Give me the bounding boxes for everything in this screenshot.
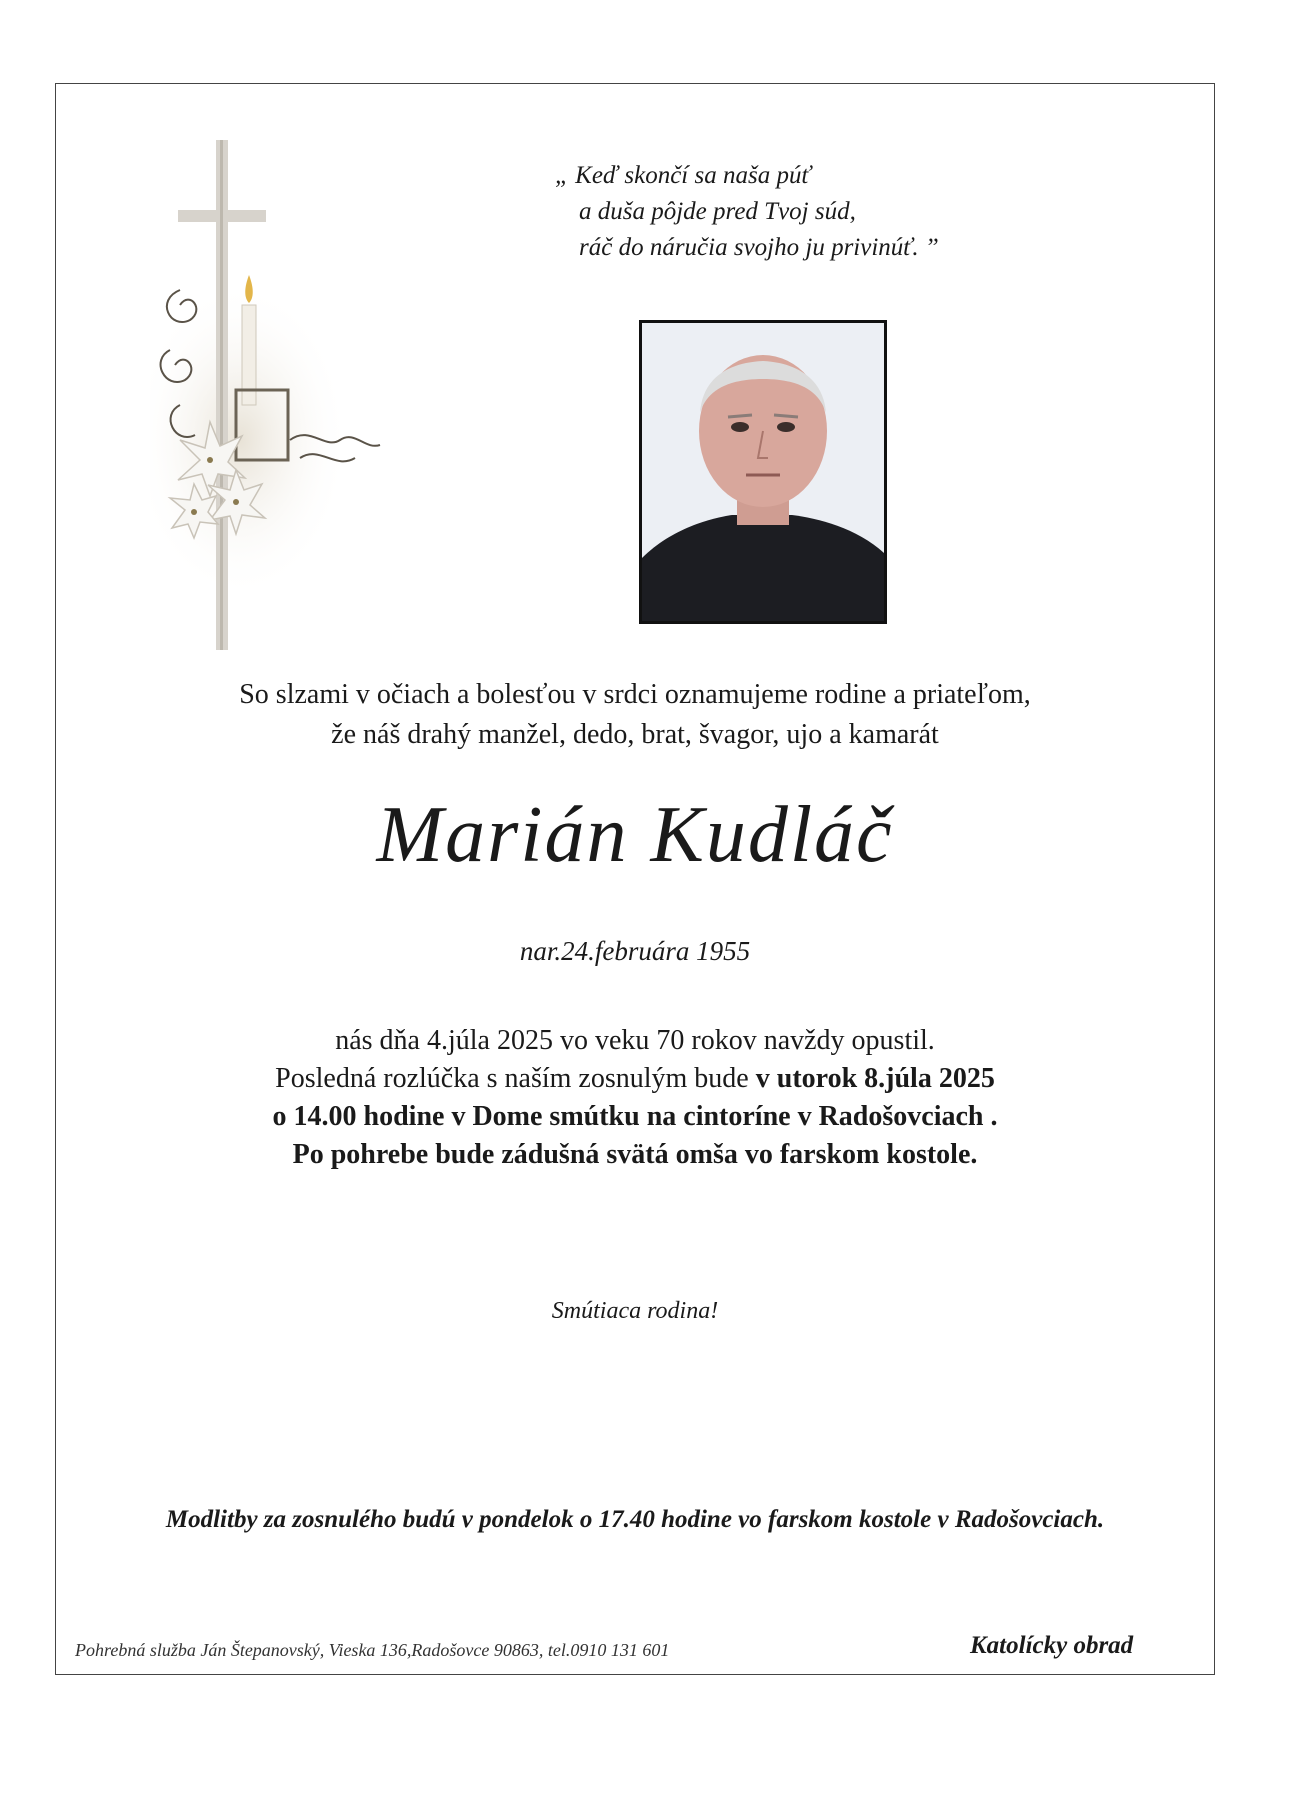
funeral-service-info: Pohrebná služba Ján Štepanovský, Vieska 136,Radošovce 90863, tel.0910 131 601 (75, 1640, 670, 1660)
prayer-notice: Modlitby za zosnulého budú v pondelok o 17.40 hodine vo farskom kostole v Radošovciach. (165, 1506, 1105, 1533)
intro-text (55, 675, 1215, 755)
intro-line-1: So slzami v očiach a bolesťou v srdci oznamujeme rodine a priateľom, (239, 679, 1031, 710)
quote-line-1: „ Keď skončí sa naša púť (555, 162, 811, 189)
announcement-line-3-bold: o 14.00 hodine v Dome smútku na cintoríne v Radošovciach . (272, 1101, 998, 1132)
quote-line-2: a duša pôjde pred Tvoj súd, (579, 198, 856, 225)
quote-line-3: ráč do náručia svojho ju privinúť. ” (579, 234, 939, 261)
cross-candle-lily-ornament (150, 140, 400, 650)
announcement-line-1: nás dňa 4.júla 2025 vo veku 70 rokov navždy opustil. (335, 1025, 935, 1056)
portrait-illustration (642, 323, 884, 621)
announcement-line-2-plain: Posledná rozlúčka s naším zosnulým bude (275, 1063, 756, 1094)
announcement-line-4-bold: Po pohrebe bude zádušná svätá omša vo farskom kostole. (292, 1139, 978, 1170)
intro-line-2: že náš drahý manžel, dedo, brat, švagor, ujo a kamarát (331, 719, 939, 750)
birth-date: nar.24.februára 1955 (519, 936, 751, 966)
portrait-photo (639, 320, 887, 624)
announcement-line-4 (55, 1136, 1215, 1174)
announcement-line-2 (55, 1060, 1215, 1098)
announcement-line-2-bold: v utorok 8.júla 2025 (755, 1063, 995, 1094)
family-signature: Smútiaca rodina! (551, 1298, 719, 1324)
rite-label: Katolícky obrad (970, 1632, 1134, 1659)
deceased-name: Marián Kudláč (376, 791, 894, 879)
announcement-text (55, 1022, 1215, 1174)
memorial-quote (555, 158, 1055, 266)
announcement-line-3 (55, 1098, 1215, 1136)
